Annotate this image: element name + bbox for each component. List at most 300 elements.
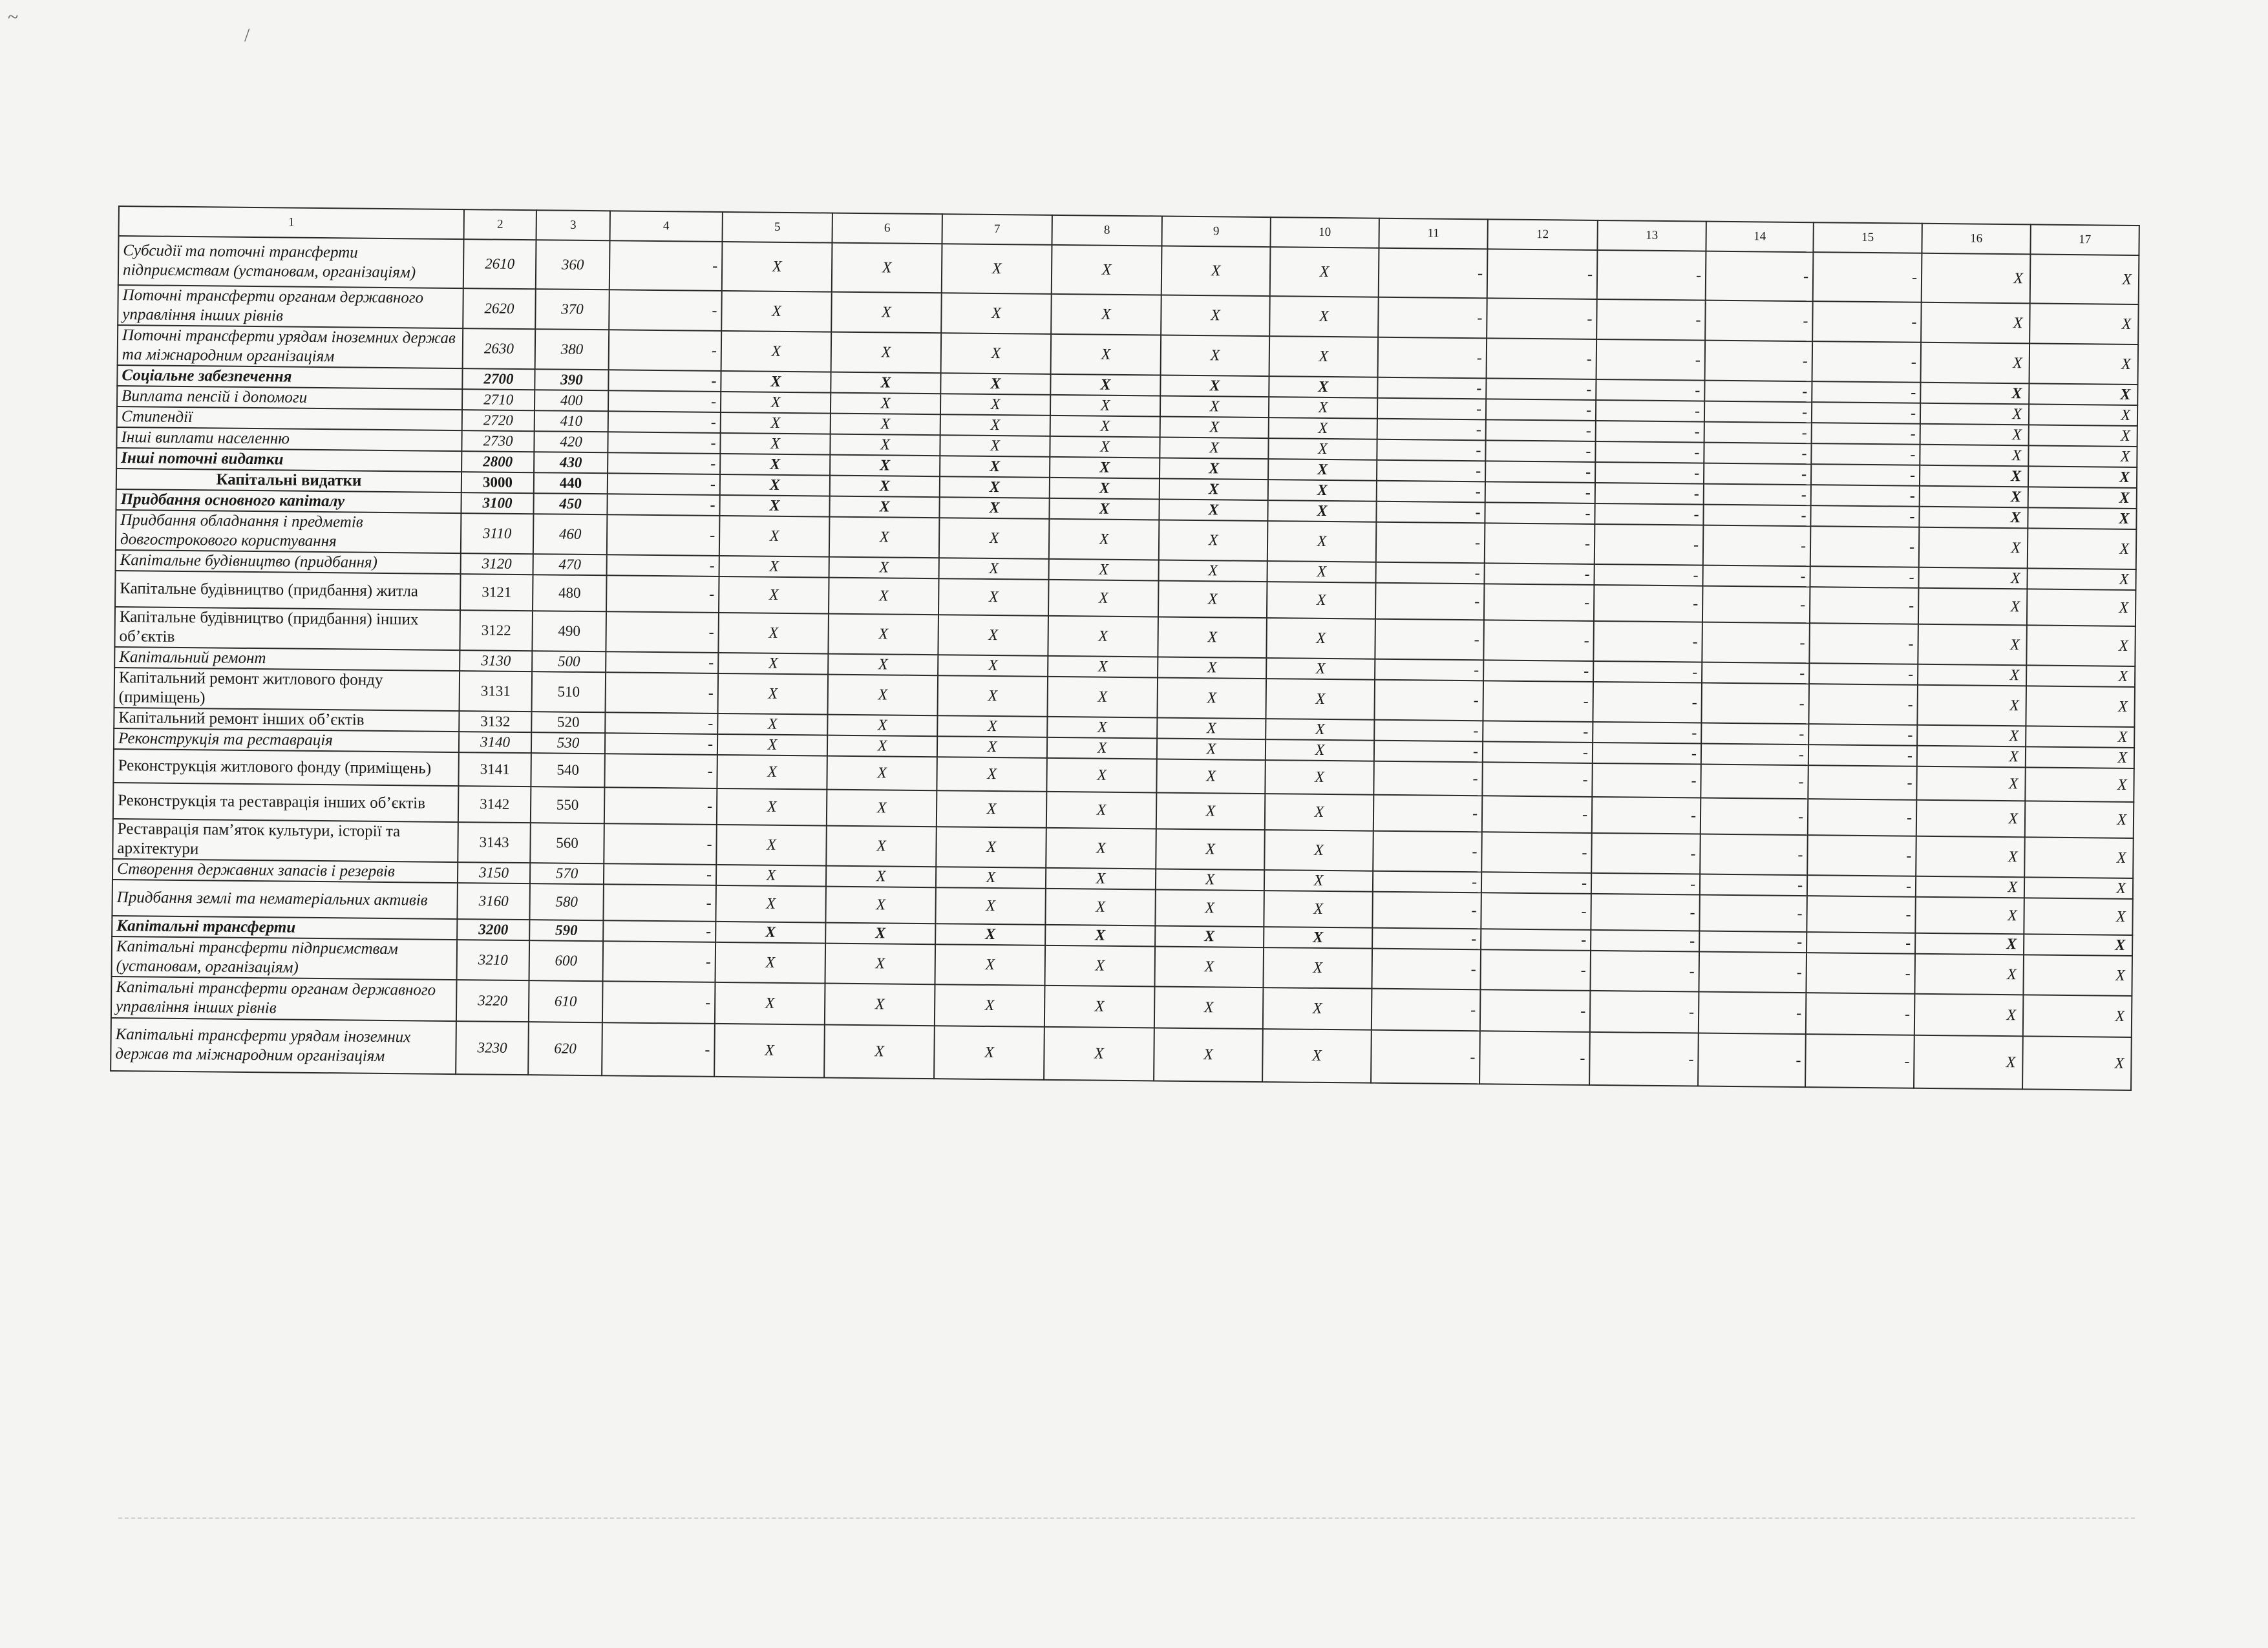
x-cell: X xyxy=(1920,403,2029,425)
column-number-10: 10 xyxy=(1270,217,1379,248)
x-cell: X xyxy=(2026,746,2134,768)
x-cell: X xyxy=(2028,487,2137,509)
dash-cell: - xyxy=(1594,564,1702,586)
row-code: 3210 xyxy=(457,940,530,980)
dash-cell: - xyxy=(1809,623,1918,664)
x-cell: X xyxy=(1914,994,2024,1037)
x-cell: X xyxy=(1263,988,1372,1030)
dash-cell: - xyxy=(1811,464,1920,486)
x-cell: X xyxy=(1158,617,1267,658)
dash-cell: - xyxy=(1597,250,1706,301)
dash-cell: - xyxy=(1700,874,1807,896)
x-cell: X xyxy=(936,827,1046,868)
x-cell: X xyxy=(2023,995,2132,1037)
dash-cell: - xyxy=(1699,992,1807,1035)
x-cell: X xyxy=(714,1024,825,1078)
x-cell: X xyxy=(2025,767,2134,802)
x-cell: X xyxy=(1921,302,2030,344)
x-cell: X xyxy=(940,456,1050,478)
dash-cell: - xyxy=(1595,524,1704,565)
dash-cell: - xyxy=(609,290,722,331)
dash-cell: - xyxy=(1810,566,1918,588)
dash-cell: - xyxy=(1592,763,1701,798)
dash-cell: - xyxy=(1593,682,1702,723)
x-cell: X xyxy=(2026,686,2135,727)
row-name: Капітальні видатки xyxy=(116,469,461,492)
x-cell: X xyxy=(1045,925,1155,947)
dash-cell: - xyxy=(1703,525,1811,567)
dash-cell: - xyxy=(1377,481,1485,503)
row-code: 3140 xyxy=(459,732,531,753)
dash-cell: - xyxy=(1486,378,1596,400)
dash-cell: - xyxy=(1372,928,1481,950)
dash-cell: - xyxy=(1699,931,1807,953)
x-cell: X xyxy=(1262,1029,1372,1083)
dash-cell: - xyxy=(1375,619,1484,660)
row-code: 3142 xyxy=(458,786,531,823)
dash-cell: - xyxy=(1812,381,1920,403)
dash-cell: - xyxy=(1807,932,1915,954)
row-code: 2710 xyxy=(462,389,535,410)
x-cell: X xyxy=(824,1025,935,1079)
dash-cell: - xyxy=(1698,1033,1806,1088)
dash-cell: - xyxy=(1806,993,1915,1035)
dash-cell: - xyxy=(1484,584,1595,621)
x-cell: X xyxy=(831,414,940,436)
dash-cell: - xyxy=(1595,503,1703,525)
dash-cell: - xyxy=(1481,893,1591,930)
x-cell: X xyxy=(1050,395,1160,417)
row-line-number: 540 xyxy=(531,753,604,787)
row-name: Реконструкція житлового фонду (приміщень) xyxy=(113,749,458,786)
x-cell: X xyxy=(1049,498,1159,520)
x-cell: X xyxy=(717,788,827,826)
dash-cell: - xyxy=(1593,743,1701,765)
x-cell: X xyxy=(1158,657,1266,679)
column-number-13: 13 xyxy=(1597,220,1706,251)
dash-cell: - xyxy=(604,754,717,788)
x-cell: X xyxy=(2027,589,2136,626)
dash-cell: - xyxy=(1704,443,1811,465)
x-cell: X xyxy=(1047,677,1158,718)
x-cell: X xyxy=(1160,396,1269,417)
row-name: Капітальний ремонт інших об’єктів xyxy=(114,708,459,732)
x-cell: X xyxy=(716,825,827,866)
dash-cell: - xyxy=(1487,298,1597,339)
dash-cell: - xyxy=(606,575,719,613)
x-cell: X xyxy=(1045,889,1156,926)
dash-cell: - xyxy=(1596,299,1706,341)
dash-cell: - xyxy=(608,411,721,433)
x-cell: X xyxy=(1917,685,2026,726)
dash-cell: - xyxy=(1373,795,1483,832)
x-cell: X xyxy=(825,923,935,945)
x-cell: X xyxy=(1265,760,1373,795)
dash-cell: - xyxy=(1373,871,1481,893)
x-cell: X xyxy=(717,673,828,715)
x-cell: X xyxy=(1051,334,1161,375)
x-cell: X xyxy=(2027,568,2136,590)
row-name: Поточні трансферти органам державного управління інших рівнів xyxy=(118,285,463,328)
x-cell: X xyxy=(1916,766,2025,801)
dash-cell: - xyxy=(1596,339,1706,381)
column-number-7: 7 xyxy=(942,214,1052,245)
dash-cell: - xyxy=(602,981,715,1024)
x-cell: X xyxy=(938,655,1048,677)
x-cell: X xyxy=(1917,725,2026,747)
dash-cell: - xyxy=(1701,723,1808,745)
dash-cell: - xyxy=(1483,721,1593,743)
x-cell: X xyxy=(717,755,827,790)
row-line-number: 410 xyxy=(535,410,608,432)
dash-cell: - xyxy=(1485,502,1595,524)
x-cell: X xyxy=(721,412,831,434)
column-number-3: 3 xyxy=(536,210,610,240)
row-line-number: 430 xyxy=(534,452,608,473)
dash-cell: - xyxy=(1812,423,1920,445)
x-cell: X xyxy=(1914,954,2024,995)
row-name: Придбання землі та нематеріальних активів xyxy=(112,880,458,919)
x-cell: X xyxy=(2028,528,2137,569)
x-cell: X xyxy=(1268,480,1377,502)
x-cell: X xyxy=(940,435,1050,457)
x-cell: X xyxy=(1264,870,1373,892)
dash-cell: - xyxy=(1808,745,1917,766)
dash-cell: - xyxy=(608,452,720,474)
dash-cell: - xyxy=(1590,991,1699,1033)
x-cell: X xyxy=(1919,527,2028,569)
dash-cell: - xyxy=(1483,681,1593,722)
dash-cell: - xyxy=(1378,337,1487,379)
x-cell: X xyxy=(1919,507,2028,529)
row-code: 3100 xyxy=(461,492,533,514)
x-cell: X xyxy=(1046,792,1157,829)
dash-cell: - xyxy=(1481,872,1591,894)
dash-cell: - xyxy=(1485,481,1595,503)
x-cell: X xyxy=(935,984,1045,1027)
row-name: Поточні трансферти урядам іноземних держав та міжнародним організаціям xyxy=(118,325,463,368)
dash-cell: - xyxy=(1701,798,1808,836)
x-cell: X xyxy=(939,518,1050,559)
x-cell: X xyxy=(1157,717,1266,739)
dash-cell: - xyxy=(606,651,718,673)
x-cell: X xyxy=(2023,955,2132,996)
dash-cell: - xyxy=(1483,660,1593,682)
x-cell: X xyxy=(829,517,940,558)
dash-cell: - xyxy=(1805,1034,1914,1088)
x-cell: X xyxy=(827,735,937,757)
x-cell: X xyxy=(1266,658,1375,680)
dash-cell: - xyxy=(1482,762,1592,797)
x-cell: X xyxy=(1048,580,1159,617)
dash-cell: - xyxy=(1377,398,1486,420)
x-cell: X xyxy=(1265,794,1374,831)
x-cell: X xyxy=(830,476,940,498)
x-cell: X xyxy=(826,826,937,867)
dash-cell: - xyxy=(1377,377,1486,399)
row-name: Капітальний ремонт xyxy=(114,647,460,671)
dash-cell: - xyxy=(1807,896,1916,933)
x-cell: X xyxy=(719,556,829,578)
x-cell: X xyxy=(1269,296,1379,337)
dash-cell: - xyxy=(1699,895,1807,933)
row-line-number: 580 xyxy=(529,883,604,920)
column-number-2: 2 xyxy=(464,209,536,240)
x-cell: X xyxy=(2028,507,2136,529)
x-cell: X xyxy=(2030,254,2139,304)
dash-cell: - xyxy=(1704,381,1812,403)
dash-cell: - xyxy=(1591,894,1700,931)
x-cell: X xyxy=(934,1026,1044,1080)
row-name: Капітальні трансферти підприємствам (установам, організаціям) xyxy=(112,936,458,980)
row-name: Капітальне будівництво (придбання) інших об’єктів xyxy=(114,607,460,650)
x-cell: X xyxy=(1156,829,1265,870)
x-cell: X xyxy=(831,372,940,394)
dash-cell: - xyxy=(1374,680,1483,721)
x-cell: X xyxy=(940,373,1050,395)
x-cell: X xyxy=(1048,616,1158,657)
x-cell: X xyxy=(2026,726,2134,748)
dash-cell: - xyxy=(1592,797,1701,834)
dash-cell: - xyxy=(1485,461,1595,483)
x-cell: X xyxy=(829,578,939,615)
x-cell: X xyxy=(2025,801,2134,838)
x-cell: X xyxy=(1050,416,1160,438)
row-line-number: 550 xyxy=(531,787,605,823)
dash-cell: - xyxy=(1595,483,1704,505)
dash-cell: - xyxy=(1372,892,1481,929)
dash-cell: - xyxy=(1812,301,1922,343)
x-cell: X xyxy=(832,243,942,293)
dash-cell: - xyxy=(1378,297,1487,339)
row-name: Стипендії xyxy=(117,407,462,430)
x-cell: X xyxy=(831,292,942,333)
row-line-number: 520 xyxy=(531,712,605,733)
dash-cell: - xyxy=(1704,463,1811,485)
x-cell: X xyxy=(938,578,1049,616)
x-cell: X xyxy=(2028,445,2137,467)
x-cell: X xyxy=(940,476,1050,498)
row-name: Створення державних запасів і резервів xyxy=(112,859,458,883)
row-code: 3150 xyxy=(458,862,530,883)
row-name: Реставрація пам’яток культури, історії та архітектури xyxy=(112,819,458,862)
x-cell: X xyxy=(937,757,1046,792)
x-cell: X xyxy=(829,496,939,518)
dash-cell: - xyxy=(1704,422,1812,444)
x-cell: X xyxy=(1049,519,1160,560)
x-cell: X xyxy=(1156,759,1265,794)
dash-cell: - xyxy=(1701,683,1809,724)
x-cell: X xyxy=(1160,375,1269,397)
x-cell: X xyxy=(1270,247,1379,297)
x-cell: X xyxy=(717,713,827,735)
dash-cell: - xyxy=(1377,419,1486,441)
dash-cell: - xyxy=(608,432,720,454)
x-cell: X xyxy=(1159,499,1267,521)
x-cell: X xyxy=(1051,294,1161,335)
x-cell: X xyxy=(1266,719,1374,741)
x-cell: X xyxy=(1268,438,1377,460)
dash-cell: - xyxy=(606,611,719,653)
x-cell: X xyxy=(1160,478,1268,500)
x-cell: X xyxy=(1044,986,1155,1028)
row-line-number: 510 xyxy=(532,671,606,712)
row-code: 3121 xyxy=(460,574,533,611)
dash-cell: - xyxy=(1591,873,1700,895)
x-cell: X xyxy=(1156,869,1264,891)
dash-cell: - xyxy=(609,330,722,371)
x-cell: X xyxy=(827,790,937,827)
row-line-number: 390 xyxy=(535,369,608,390)
x-cell: X xyxy=(1266,618,1375,659)
row-line-number: 600 xyxy=(529,940,604,981)
row-name: Капітальні трансферти xyxy=(112,916,457,940)
column-number-9: 9 xyxy=(1161,217,1270,248)
dash-cell: - xyxy=(608,370,721,392)
x-cell: X xyxy=(1264,891,1373,928)
x-cell: X xyxy=(2029,383,2137,405)
dash-cell: - xyxy=(609,240,723,291)
row-line-number: 360 xyxy=(536,240,610,290)
dash-cell: - xyxy=(604,823,717,865)
dash-cell: - xyxy=(1813,252,1922,302)
row-line-number: 470 xyxy=(533,554,607,575)
dash-cell: - xyxy=(1702,586,1810,624)
x-cell: X xyxy=(828,654,938,676)
x-cell: X xyxy=(1044,945,1155,987)
column-number-12: 12 xyxy=(1487,219,1597,250)
x-cell: X xyxy=(825,887,936,924)
column-number-4: 4 xyxy=(610,211,723,242)
dash-cell: - xyxy=(1812,402,1920,424)
dash-cell: - xyxy=(1808,765,1916,800)
row-code: 2800 xyxy=(461,451,534,472)
x-cell: X xyxy=(716,865,826,887)
dash-cell: - xyxy=(1810,505,1919,527)
dash-cell: - xyxy=(1596,421,1704,443)
dash-cell: - xyxy=(1481,832,1592,873)
x-cell: X xyxy=(1914,1035,2023,1090)
dash-cell: - xyxy=(1701,765,1808,799)
x-cell: X xyxy=(2028,466,2137,488)
row-line-number: 500 xyxy=(532,651,606,672)
dash-cell: - xyxy=(607,514,720,556)
x-cell: X xyxy=(1264,927,1372,949)
x-cell: X xyxy=(828,614,938,655)
dash-cell: - xyxy=(1376,522,1485,564)
dash-cell: - xyxy=(605,733,717,755)
column-number-17: 17 xyxy=(2030,224,2139,255)
dash-cell: - xyxy=(1701,744,1808,766)
x-cell: X xyxy=(1916,836,2025,878)
x-cell: X xyxy=(1157,677,1266,719)
dash-cell: - xyxy=(1808,684,1918,725)
x-cell: X xyxy=(827,756,937,791)
x-cell: X xyxy=(717,734,827,756)
x-cell: X xyxy=(1046,758,1156,793)
x-cell: X xyxy=(1267,500,1376,522)
x-cell: X xyxy=(1921,343,2030,384)
column-number-1: 1 xyxy=(119,206,464,239)
x-cell: X xyxy=(936,867,1046,889)
row-line-number: 610 xyxy=(529,980,603,1022)
x-cell: X xyxy=(1050,436,1160,458)
x-cell: X xyxy=(2030,303,2139,344)
x-cell: X xyxy=(1047,737,1157,759)
x-cell: X xyxy=(1916,800,2026,838)
dash-cell: - xyxy=(1479,1031,1590,1085)
x-cell: X xyxy=(1161,295,1270,336)
row-name: Інші поточні видатки xyxy=(116,448,461,472)
dash-cell: - xyxy=(1594,585,1703,622)
x-cell: X xyxy=(941,333,1052,374)
x-cell: X xyxy=(1920,445,2028,467)
dash-cell: - xyxy=(1480,949,1591,991)
row-line-number: 460 xyxy=(533,514,608,555)
x-cell: X xyxy=(935,887,1046,925)
dash-cell: - xyxy=(608,473,720,495)
dash-cell: - xyxy=(1373,831,1482,872)
x-cell: X xyxy=(1157,738,1266,760)
dash-cell: - xyxy=(1702,622,1810,664)
dash-cell: - xyxy=(1373,761,1482,796)
x-cell: X xyxy=(1918,624,2027,666)
dash-cell: - xyxy=(1481,929,1591,951)
x-cell: X xyxy=(1155,889,1264,927)
x-cell: X xyxy=(2029,343,2138,385)
dash-cell: - xyxy=(1704,401,1812,423)
dash-cell: - xyxy=(1596,400,1704,422)
dash-cell: - xyxy=(1483,620,1594,661)
row-code: 2610 xyxy=(463,239,536,289)
x-cell: X xyxy=(715,922,825,944)
x-cell: X xyxy=(715,982,825,1025)
row-line-number: 620 xyxy=(528,1022,602,1075)
dash-cell: - xyxy=(1485,440,1595,462)
row-code: 3110 xyxy=(461,513,534,554)
row-code: 3000 xyxy=(461,472,534,493)
dash-cell: - xyxy=(1808,799,1917,836)
x-cell: X xyxy=(721,291,832,332)
row-code: 3160 xyxy=(457,883,530,920)
dash-cell: - xyxy=(1377,439,1485,461)
x-cell: X xyxy=(1264,830,1373,871)
x-cell: X xyxy=(715,942,826,984)
x-cell: X xyxy=(830,434,940,456)
x-cell: X xyxy=(1915,897,2024,935)
x-cell: X xyxy=(1267,561,1375,583)
dash-cell: - xyxy=(1379,248,1488,299)
column-number-15: 15 xyxy=(1813,222,1922,253)
row-code: 3131 xyxy=(460,671,533,712)
x-cell: X xyxy=(937,790,1047,828)
x-cell: X xyxy=(720,474,830,496)
x-cell: X xyxy=(2024,934,2132,956)
x-cell: X xyxy=(1266,679,1375,720)
x-cell: X xyxy=(721,371,831,393)
row-line-number: 400 xyxy=(535,390,608,411)
row-code: 3141 xyxy=(458,752,531,787)
x-cell: X xyxy=(1154,946,1264,988)
x-cell: X xyxy=(1922,253,2031,304)
x-cell: X xyxy=(1160,458,1268,480)
x-cell: X xyxy=(719,516,830,557)
dash-cell: - xyxy=(607,494,719,516)
dash-cell: - xyxy=(604,787,717,825)
x-cell: X xyxy=(940,414,1050,436)
dash-cell: - xyxy=(1699,952,1807,993)
x-cell: X xyxy=(2022,1036,2132,1090)
